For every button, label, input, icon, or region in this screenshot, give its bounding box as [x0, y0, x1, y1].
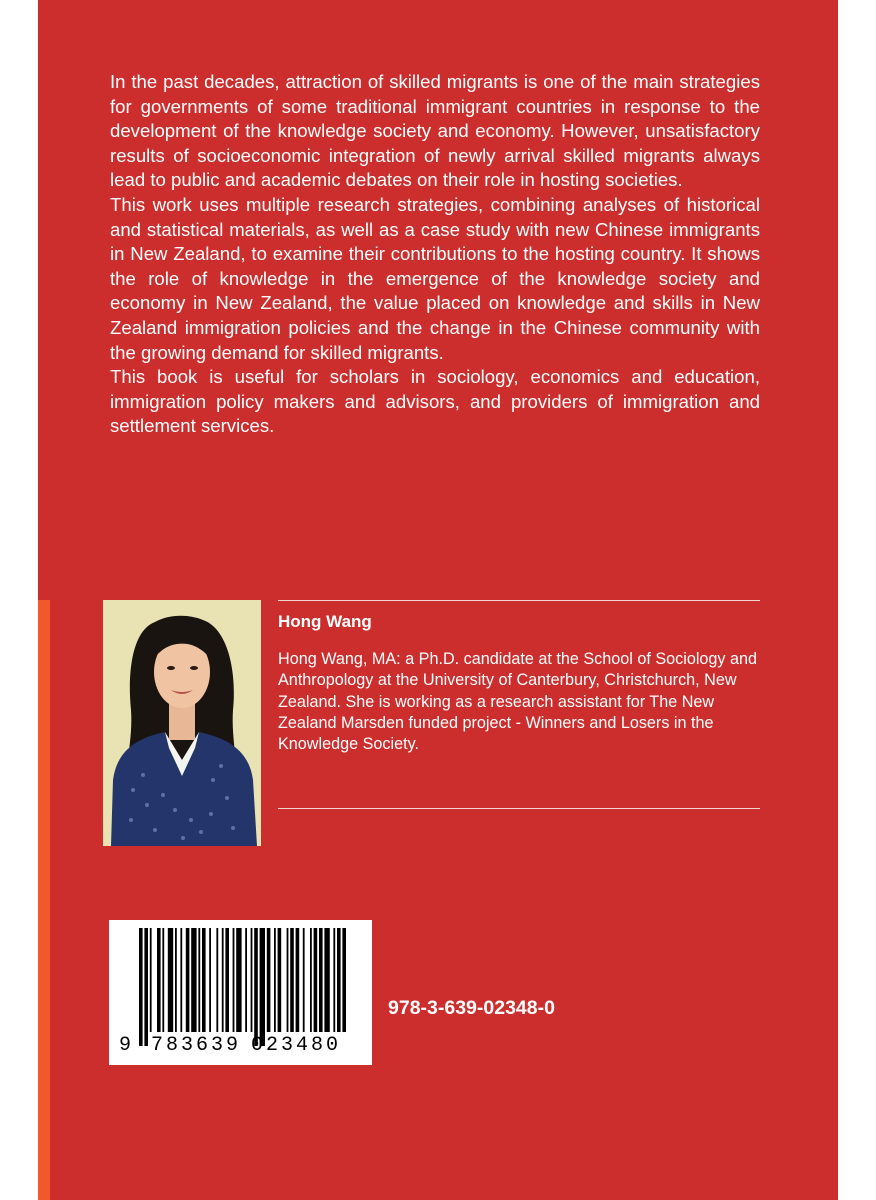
barcode-bar	[324, 928, 329, 1032]
barcode-bar	[168, 928, 173, 1032]
barcode-bar	[260, 928, 265, 1046]
barcode-bar	[303, 928, 305, 1032]
barcode-bar	[314, 928, 318, 1032]
barcode-bar	[144, 928, 148, 1046]
barcode-bar	[290, 928, 294, 1032]
author-photo	[103, 600, 261, 846]
barcode-bar	[209, 928, 211, 1032]
description-paragraph-1: In the past decades, attraction of skilled migrants is one of the main strategies for governments of some traditional immigrant countries in response to the development of the knowledge society and economy. However, unsatisfactory results of socioeconomic integration of newly arrival skilled migrants always lead to public and academic debates on their role in hosting societies.	[110, 71, 760, 191]
barcode-bar	[157, 928, 161, 1032]
author-bio: Hong Wang, MA: a Ph.D. candidate at the School of Sociology and Anthropology at the University of Canterbury, Christchurch, New Zealand. She is working as a research assistant for The New Zealand Marsden funded project - Winners and Losers in the Knowledge Society.	[278, 650, 758, 754]
barcode-bar	[310, 928, 312, 1032]
book-description	[110, 70, 760, 439]
barcode-bar	[274, 928, 276, 1032]
description-paragraph-3: This book is useful for scholars in sociology, economics and education, immigration policy makers and advisors, and providers of immigration and settlement services.	[110, 366, 760, 437]
barcode-bar	[333, 928, 335, 1032]
barcode-bar	[139, 928, 143, 1046]
description-paragraph-2: This work uses multiple research strategies, combining analyses of historical and statistical materials, as well as a case study with new Chinese immigrants in New Zealand, to examine their contributions to the hosting country. It shows the role of knowledge in the emergence of the knowledge society and economy in New Zealand, the value placed on knowledge and skills in New Zealand immigration policies and the change in the Chinese community with the growing demand for skilled migrants.	[110, 193, 760, 363]
barcode-bar	[225, 928, 229, 1032]
barcode-bar	[254, 928, 258, 1046]
barcode-bar	[150, 928, 152, 1032]
barcode-bar	[233, 928, 235, 1032]
barcode-bar	[296, 928, 300, 1032]
barcode-bar	[180, 928, 182, 1032]
barcode-bar	[216, 928, 218, 1032]
author-name: Hong Wang	[278, 612, 372, 631]
back-cover	[38, 0, 838, 1200]
barcode-bar	[245, 928, 247, 1032]
barcode-bar	[267, 928, 271, 1032]
barcode-bar	[278, 928, 282, 1032]
barcode-bar	[342, 928, 346, 1032]
barcode-bar	[198, 928, 200, 1032]
barcode-digits-right: 023480	[251, 1034, 342, 1057]
barcode-bar	[337, 928, 341, 1032]
barcode	[109, 920, 372, 1065]
barcode-bar	[236, 928, 241, 1032]
barcode-digit-lead: 9	[119, 1034, 132, 1057]
barcode-bar	[191, 928, 196, 1032]
isbn: 978-3-639-02348-0	[388, 997, 555, 1019]
barcode-bar	[175, 928, 177, 1032]
divider-bottom	[278, 808, 760, 809]
barcode-digits-left: 783639	[151, 1034, 242, 1057]
barcode-bar	[162, 928, 164, 1032]
barcode-bar	[319, 928, 323, 1032]
barcode-bar	[202, 928, 206, 1032]
accent-strip	[38, 600, 50, 1200]
barcode-bar	[287, 928, 289, 1032]
barcode-bar	[186, 928, 190, 1032]
barcode-bar	[222, 928, 224, 1032]
barcode-bar	[251, 928, 253, 1032]
divider-top	[278, 600, 760, 601]
